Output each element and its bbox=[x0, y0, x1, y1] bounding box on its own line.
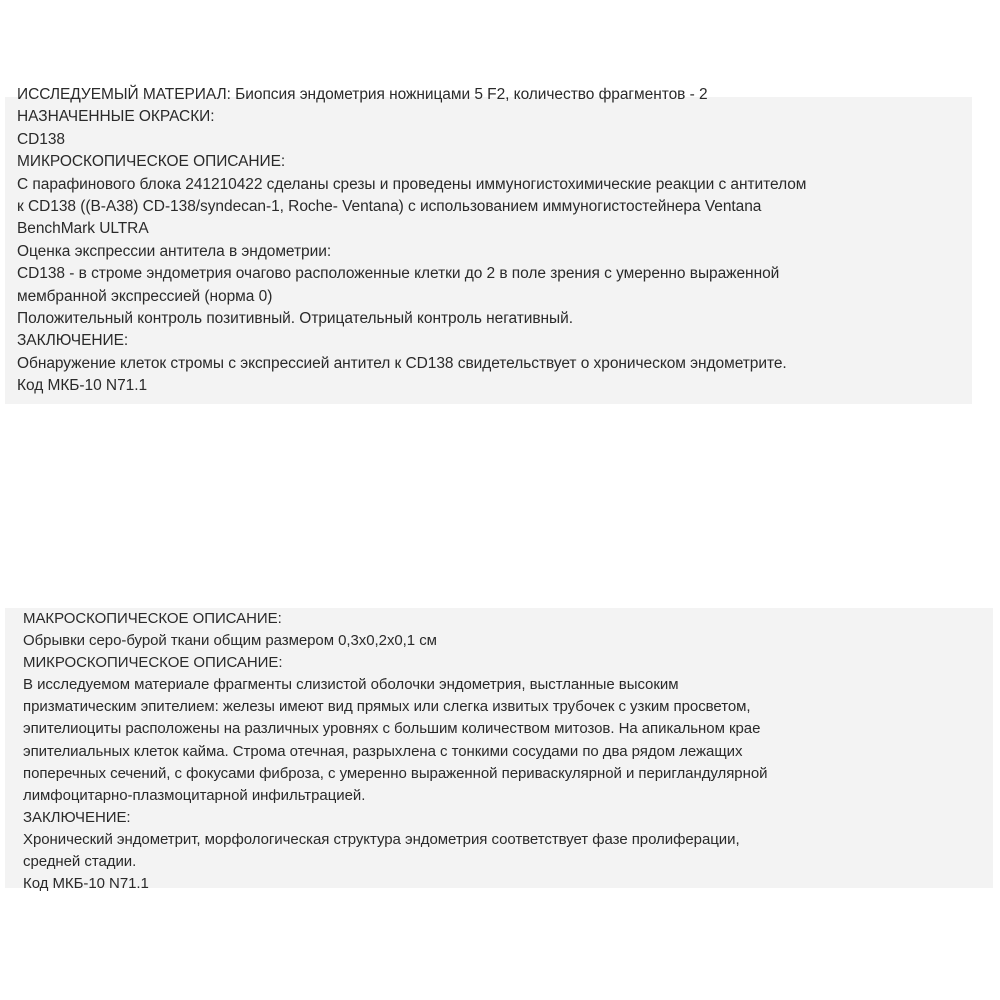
macroscopic-heading: МАКРОСКОПИЧЕСКОЕ ОПИСАНИЕ: bbox=[23, 610, 282, 627]
microscopic-heading: МИКРОСКОПИЧЕСКОЕ ОПИСАНИЕ: bbox=[17, 153, 286, 171]
microscopic-text-line: лимфоцитарно-плазмоцитарной инфильтрацией. bbox=[23, 786, 366, 804]
conclusion-heading: ЗАКЛЮЧЕНИЕ: bbox=[17, 332, 129, 350]
microscopic-text-line: С парафинового блока 241210422 сделаны срезы и проведены иммуногистохимические реакции с антителом bbox=[17, 175, 807, 193]
microscopic-text-line: BenchMark ULTRA bbox=[17, 220, 149, 238]
microscopic-text-line: эпителиоциты расположены на различных уровнях с большим количеством митозов. На апикальном крае bbox=[23, 720, 761, 738]
histology-report-text bbox=[23, 608, 993, 895]
microscopic-heading: МИКРОСКОПИЧЕСКОЕ ОПИСАНИЕ: bbox=[23, 654, 283, 672]
microscopic-text-line: призматическим эпителием: железы имеют вид прямых или слегка извитых трубочек с узким просветом, bbox=[23, 698, 751, 716]
ihc-report-text bbox=[17, 84, 972, 398]
material-line: ИССЛЕДУЕМЫЙ МАТЕРИАЛ: Биопсия эндометрия ножницами 5 F2, количество фрагментов - 2 bbox=[17, 86, 708, 103]
controls-line: Положительный контроль позитивный. Отрицательный контроль негативный. bbox=[17, 310, 574, 328]
conclusion-heading: ЗАКЛЮЧЕНИЕ: bbox=[23, 808, 131, 826]
icd-code: Код МКБ-10 N71.1 bbox=[17, 377, 148, 395]
icd-code: Код МКБ-10 N71.1 bbox=[23, 875, 149, 893]
microscopic-text-line: поперечных сечений, с фокусами фиброза, с умеренно выраженной периваскулярной и перигландулярной bbox=[23, 764, 768, 782]
macroscopic-text: Обрывки серо-бурой ткани общим размером 0,3х0,2х0,1 см bbox=[23, 632, 437, 650]
stain-value: CD138 bbox=[17, 130, 65, 148]
microscopic-text-line: В исследуемом материале фрагменты слизистой оболочки эндометрия, выстланные высоким bbox=[23, 676, 679, 694]
microscopic-text-line: эпителиальных клеток кайма. Строма отечная, разрыхлена с тонкими сосудами по два рядом лежащих bbox=[23, 742, 743, 760]
ihc-report-panel bbox=[5, 86, 972, 404]
expression-text-line: CD138 - в строме эндометрия очагово расположенные клетки до 2 в поле зрения с умеренно выраженной bbox=[17, 265, 780, 283]
conclusion-text-line: Хронический эндометрит, морфологическая структура эндометрия соответствует фазе пролиферации, bbox=[23, 830, 740, 848]
expression-heading: Оценка экспрессии антитела в эндометрии: bbox=[17, 242, 332, 260]
stains-heading: НАЗНАЧЕННЫЕ ОКРАСКИ: bbox=[17, 108, 215, 126]
expression-text-line: мембранной экспрессией (норма 0) bbox=[17, 287, 273, 305]
histology-report-panel bbox=[5, 608, 993, 893]
microscopic-text-line: к CD138 ((B-A38) CD-138/syndecan-1, Roche- Ventana) с использованием иммуногистостейнера Ventana bbox=[17, 198, 762, 216]
conclusion-text-line: средней стадии. bbox=[23, 853, 137, 871]
conclusion-text: Обнаружение клеток стромы с экспрессией антител к CD138 свидетельствует о хроническом эндометрите. bbox=[17, 354, 787, 372]
